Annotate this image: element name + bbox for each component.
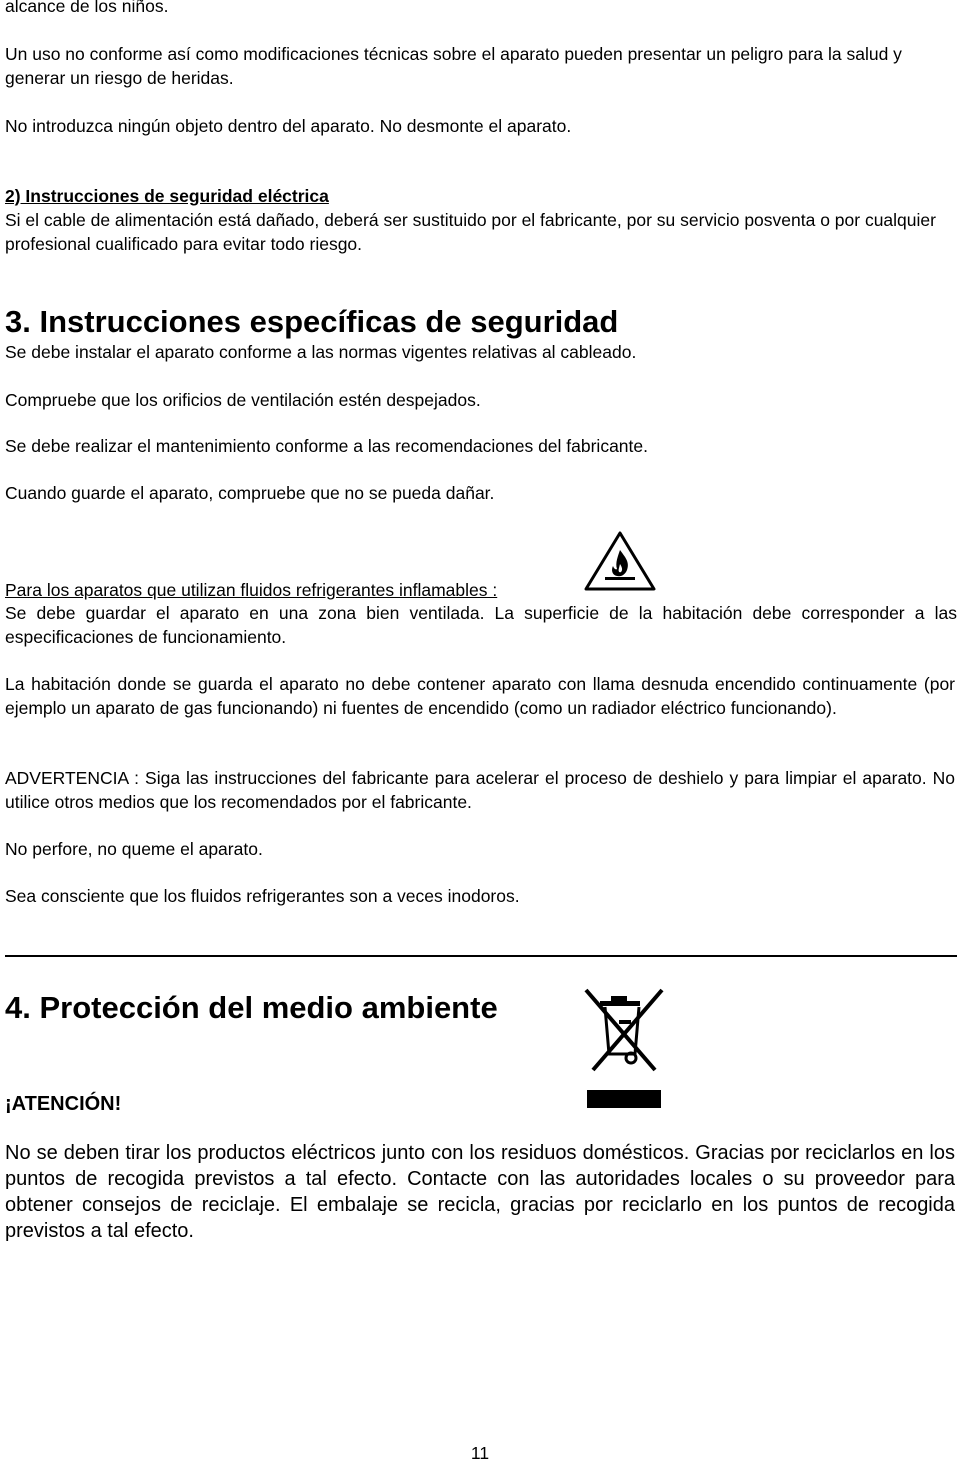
section4-heading: 4. Protección del medio ambiente — [5, 990, 498, 1025]
crossed-out-bin-icon — [583, 986, 665, 1110]
intro-continuation: alcance de los niños. — [5, 0, 169, 16]
intro-paragraph-modifications: Un uso no conforme así como modificaciones técnicas sobre el aparato pueden presentar un peligro para la salud y generar un riesgo de heridas. — [5, 44, 902, 88]
attention-label: ¡ATENCIÓN! — [5, 1093, 122, 1115]
section3-item-ventilation: Compruebe que los orificios de ventilación estén despejados. — [5, 390, 481, 410]
odorless-text: Sea consciente que los fluidos refrigerantes son a veces inodoros. — [5, 886, 520, 906]
page-number: 11 — [470, 1443, 490, 1463]
section3-item-maintenance: Se debe realizar el mantenimiento conforme a las recomendaciones del fabricante. — [5, 436, 648, 456]
section-divider — [5, 955, 957, 957]
no-pierce-text: No perfore, no queme el aparato. — [5, 839, 263, 859]
section3-item-wiring: Se debe instalar el aparato conforme a las normas vigentes relativas al cableado. — [5, 342, 637, 362]
section4-body: No se deben tirar los productos eléctricos junto con los residuos domésticos. Gracias por reciclarlos en los puntos de recogida previstos a tal efecto. Contacte con las autoridades locales o su proveedor para obtener consejos de reciclaje. El embalaje se recicla, gracias por reciclarlo en los puntos de recogida previstos a tal efecto. — [5, 1142, 955, 1242]
flammable-warning-icon — [583, 530, 657, 592]
flammable-heading: Para los aparatos que utilizan fluidos refrigerantes inflamables : — [5, 580, 498, 600]
section3-item-storage: Cuando guarde el aparato, compruebe que no se pueda dañar. — [5, 483, 495, 503]
section2-body: Si el cable de alimentación está dañado, deberá ser sustituido por el fabricante, por su servicio posventa o por cualquier profesional cualificado para evitar todo riesgo. — [5, 210, 936, 254]
intro-paragraph-no-objects: No introduzca ningún objeto dentro del aparato. No desmonte el aparato. — [5, 116, 572, 136]
room-paragraph: La habitación donde se guarda el aparato no debe contener aparato con llama desnuda encendido continuamente (por ejemplo un aparato de gas funcionando) ni fuentes de encendido (como un radiador eléctrico funcionando). — [5, 674, 955, 718]
flammable-body: Se debe guardar el aparato en una zona bien ventilada. La superficie de la habitación debe corresponder a las especificaciones de funcionamiento. — [5, 603, 957, 647]
warning-paragraph: ADVERTENCIA : Siga las instrucciones del fabricante para acelerar el proceso de deshielo y para limpiar el aparato. No utilice otros medios que los recomendados por el fabricante. — [5, 768, 955, 812]
section2-heading: 2) Instrucciones de seguridad eléctrica — [5, 186, 329, 206]
section3-heading: 3. Instrucciones específicas de seguridad — [5, 304, 619, 339]
